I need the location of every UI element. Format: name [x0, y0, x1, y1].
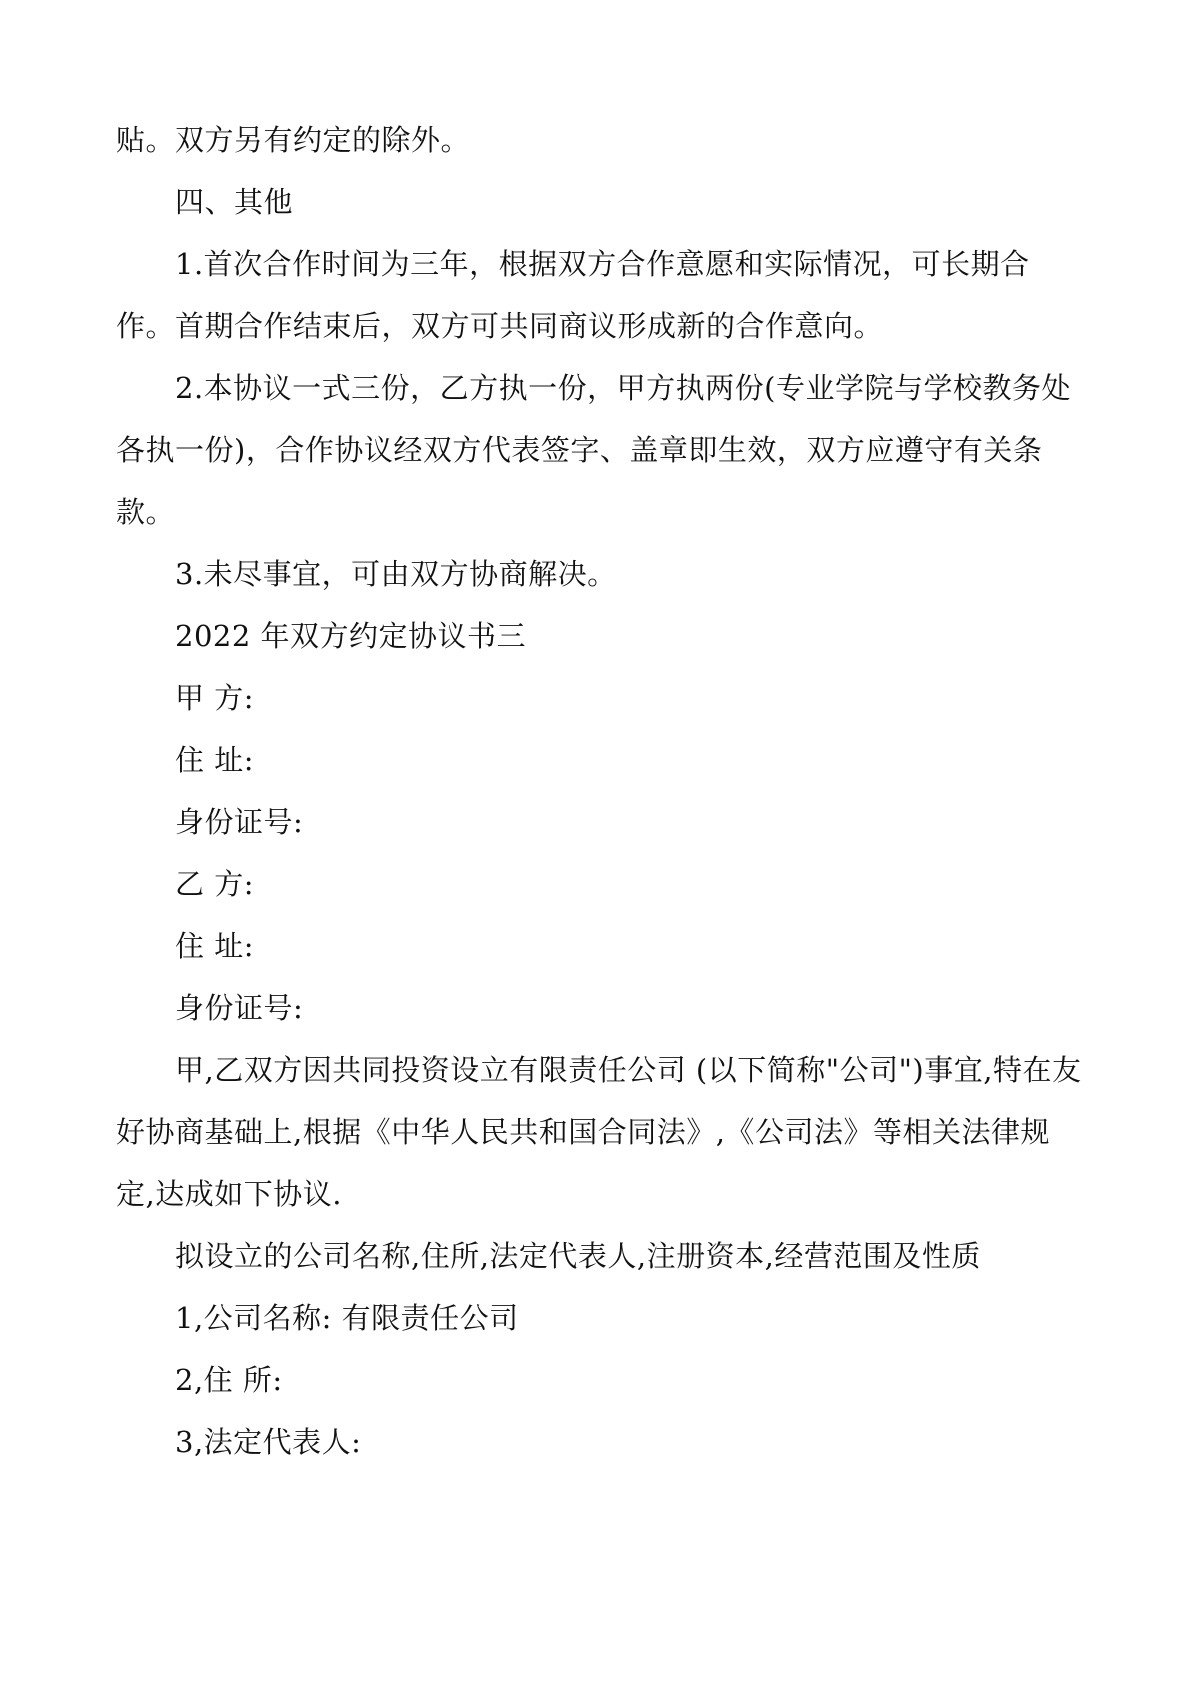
text-line: 款。: [116, 495, 176, 529]
party-a-id-label: 身份证号:: [175, 805, 304, 839]
party-a-address-label: 住 址:: [175, 743, 254, 777]
text-line: 好协商基础上,根据《中华人民共和国合同法》,《公司法》等相关法律规: [116, 1115, 1050, 1149]
party-a-label: 甲 方:: [175, 681, 254, 715]
text-line: 定,达成如下协议.: [116, 1177, 342, 1211]
text-line: 3.未尽事宜，可由双方协商解决。: [175, 557, 617, 591]
text-line: 1.首次合作时间为三年，根据双方合作意愿和实际情况，可长期合: [175, 247, 1030, 281]
text-line: 拟设立的公司名称,住所,法定代表人,注册资本,经营范围及性质: [175, 1239, 981, 1273]
party-b-id-label: 身份证号:: [175, 991, 304, 1025]
party-b-label: 乙 方:: [175, 867, 254, 901]
list-item: 1,公司名称: 有限责任公司: [175, 1301, 519, 1335]
list-item: 2,住 所:: [175, 1363, 283, 1397]
document-title: 2022 年双方约定协议书三: [175, 619, 527, 653]
section-heading: 四、其他: [175, 185, 294, 219]
party-b-address-label: 住 址:: [175, 929, 254, 963]
list-item: 3,法定代表人:: [175, 1425, 362, 1459]
text-line: 贴。双方另有约定的除外。: [116, 123, 471, 157]
text-line: 甲,乙双方因共同投资设立有限责任公司 (以下简称"公司")事宜,特在友: [175, 1053, 1082, 1087]
text-line: 作。首期合作结束后，双方可共同商议形成新的合作意向。: [116, 309, 884, 343]
text-line: 2.本协议一式三份，乙方执一份，甲方执两份(专业学院与学校教务处: [175, 371, 1071, 405]
text-line: 各执一份)，合作协议经双方代表签字、盖章即生效，双方应遵守有关条: [116, 433, 1043, 467]
